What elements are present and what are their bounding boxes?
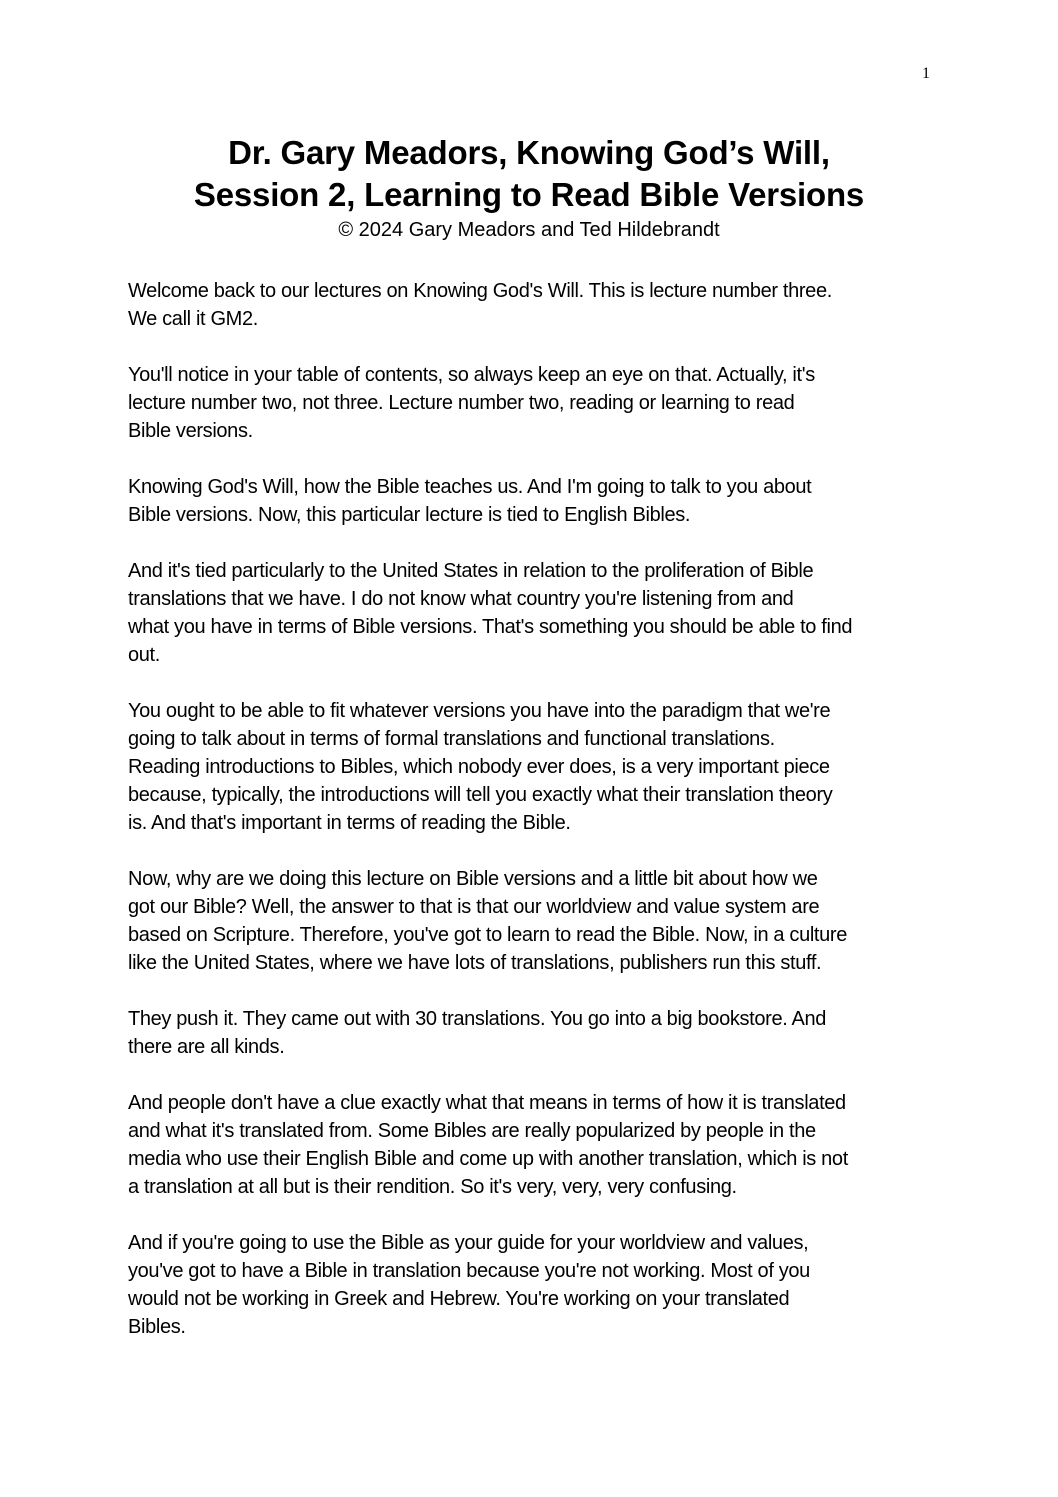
- text-line: translations that we have. I do not know what country you're listening from and: [128, 588, 794, 610]
- text-line: a translation at all but is their rendition. So it's very, very, very confusing.: [128, 1176, 737, 1198]
- text-line: and what it's translated from. Some Bibles are really popularized by people in the: [128, 1120, 816, 1142]
- text-line: You ought to be able to fit whatever versions you have into the paradigm that we're: [128, 700, 831, 722]
- paragraph: [128, 1229, 934, 1341]
- text-line: what you have in terms of Bible versions. That's something you should be able to find: [128, 616, 853, 638]
- text-line: is. And that's important in terms of reading the Bible.: [128, 812, 571, 834]
- text-line: Bible versions.: [128, 420, 253, 442]
- text-line: And if you're going to use the Bible as your guide for your worldview and values,: [128, 1232, 809, 1254]
- text-line: got our Bible? Well, the answer to that is that our worldview and value system are: [128, 896, 820, 918]
- paragraph: [128, 361, 934, 445]
- text-line: Now, why are we doing this lecture on Bible versions and a little bit about how we: [128, 868, 818, 890]
- page-number: 1: [922, 65, 930, 82]
- paragraph: [128, 1005, 934, 1061]
- text-line: Welcome back to our lectures on Knowing God's Will. This is lecture number three.: [128, 280, 832, 302]
- text-line: Knowing God's Will, how the Bible teaches us. And I'm going to talk to you about: [128, 476, 812, 498]
- text-line: media who use their English Bible and come up with another translation, which is not: [128, 1148, 848, 1170]
- document-header: [0, 132, 1058, 242]
- text-line: lecture number two, not three. Lecture number two, reading or learning to read: [128, 392, 795, 414]
- text-line: And people don't have a clue exactly what that means in terms of how it is translated: [128, 1092, 846, 1114]
- paragraph: [128, 277, 934, 333]
- text-line: there are all kinds.: [128, 1036, 285, 1058]
- paragraph: [128, 557, 934, 669]
- text-line: Bibles.: [128, 1316, 186, 1338]
- text-line: We call it GM2.: [128, 308, 258, 330]
- text-line: And it's tied particularly to the United States in relation to the proliferation of Bible: [128, 560, 814, 582]
- text-line: They push it. They came out with 30 translations. You go into a big bookstore. And: [128, 1008, 827, 1030]
- text-line: Bible versions. Now, this particular lecture is tied to English Bibles.: [128, 504, 691, 526]
- paragraph: [128, 865, 934, 977]
- copyright-notice: © 2024 Gary Meadors and Ted Hildebrandt: [338, 219, 720, 241]
- document-title-line-1: Dr. Gary Meadors, Knowing God’s Will,: [228, 134, 830, 171]
- paragraph: [128, 473, 934, 529]
- paragraph: [128, 697, 934, 837]
- document-title-line-2: Session 2, Learning to Read Bible Versions: [193, 176, 865, 213]
- text-line: like the United States, where we have lots of translations, publishers run this stuff.: [128, 952, 822, 974]
- transcript-body: [128, 277, 934, 1369]
- text-line: based on Scripture. Therefore, you've got to learn to read the Bible. Now, in a culture: [128, 924, 847, 946]
- text-line: You'll notice in your table of contents, so always keep an eye on that. Actually, it's: [128, 364, 815, 386]
- text-line: would not be working in Greek and Hebrew. You're working on your translated: [128, 1288, 790, 1310]
- text-line: out.: [128, 644, 160, 666]
- text-line: Reading introductions to Bibles, which nobody ever does, is a very important piece: [128, 756, 830, 778]
- text-line: because, typically, the introductions will tell you exactly what their translation theory: [128, 784, 833, 806]
- text-line: you've got to have a Bible in translation because you're not working. Most of you: [128, 1260, 810, 1282]
- paragraph: [128, 1089, 934, 1201]
- text-line: going to talk about in terms of formal translations and functional translations.: [128, 728, 775, 750]
